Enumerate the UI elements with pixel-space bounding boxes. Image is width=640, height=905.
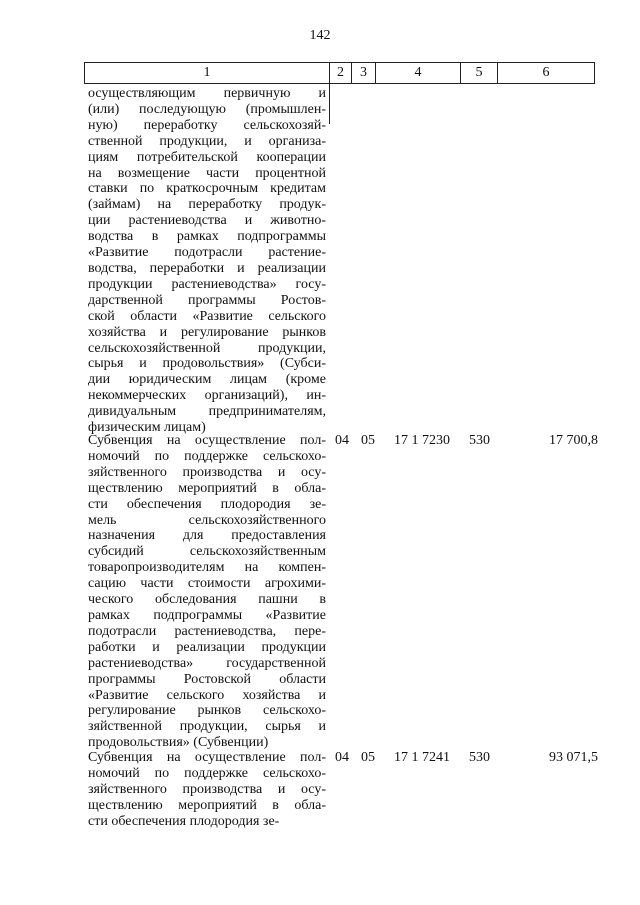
row-description <box>88 86 326 436</box>
table-header <box>84 62 595 84</box>
table-row <box>88 750 598 830</box>
description-line: дарственной программы Ростов- <box>88 292 326 308</box>
description-line: продукции растениеводства» госу- <box>88 276 326 292</box>
amount-value: 93 071,5 <box>549 750 598 765</box>
description-line: дивидуальным предпринимателям, <box>88 404 326 420</box>
description-line: номочий по поддержке сельскохо- <box>88 448 326 464</box>
header-cell-4: 4 <box>376 63 461 83</box>
target-article-code: 17 1 7230 <box>394 433 450 448</box>
page-number: 142 <box>309 28 331 43</box>
table-row <box>88 86 598 436</box>
table-row <box>88 433 598 751</box>
description-line: дии юридическим лицам (кроме <box>88 372 326 388</box>
section-code: 04 <box>335 750 349 765</box>
description-line: хозяйства и регулирование рынков <box>88 324 326 340</box>
description-line: (займам) на переработку продук- <box>88 197 326 213</box>
section-code: 04 <box>335 433 349 448</box>
description-line: назначения для предоставления <box>88 528 326 544</box>
description-line: осуществляющим первичную и <box>88 86 326 101</box>
description-line: сти обеспечения плодородия зе- <box>88 813 280 829</box>
description-line: «Развитие подотрасли растение- <box>88 245 326 261</box>
header-cell-1: 1 <box>85 63 330 83</box>
description-line: рамках подпрограммы «Развитие <box>88 607 326 623</box>
header-cell-3: 3 <box>352 63 376 83</box>
header-cell-2: 2 <box>330 63 352 83</box>
description-line: водства, переработки и реализации <box>88 260 326 276</box>
row-description <box>88 433 326 751</box>
description-line: регулирование рынков сельскохо- <box>88 703 326 719</box>
description-line: ческого обследования пашни в <box>88 592 326 608</box>
target-article-code: 17 1 7241 <box>394 750 450 765</box>
description-line: мель сельскохозяйственного <box>88 512 326 528</box>
description-line: циям потребительской кооперации <box>88 149 326 165</box>
header-cell-6: 6 <box>542 65 550 80</box>
description-line: (или) последующую (промышлен- <box>88 101 326 117</box>
expense-type-code: 530 <box>469 433 490 448</box>
description-line: Субвенция на осуществление пол- <box>88 433 326 448</box>
description-line: ществлению мероприятий в обла- <box>88 480 326 496</box>
row-description <box>88 750 326 830</box>
amount-value: 17 700,8 <box>549 433 598 448</box>
description-line: на возмещение части процентной <box>88 165 326 181</box>
description-line: продовольствия» (Субвенции) <box>88 735 269 751</box>
description-line: подотрасли растениеводства, пере- <box>88 623 326 639</box>
description-line: номочий по поддержке сельскохо- <box>88 765 326 781</box>
description-line: сельскохозяйственной продукции, <box>88 340 326 356</box>
description-line: зяйственного производства и осу- <box>88 464 326 480</box>
description-line: сацию части стоимости агрохими- <box>88 576 326 592</box>
description-line: некоммерческих организаций), ин- <box>88 388 326 404</box>
description-line: Субвенция на осуществление пол- <box>88 750 326 765</box>
description-line: ской области «Развитие сельского <box>88 308 326 324</box>
description-line: ществлению мероприятий в обла- <box>88 797 326 813</box>
description-line: сырья и продовольствия» (Субси- <box>88 356 326 372</box>
description-line: зяйственного производства и осу- <box>88 781 326 797</box>
subsection-code: 05 <box>361 433 375 448</box>
description-line: физическим лицам) <box>88 420 206 436</box>
description-line: ставки по краткосрочным кредитам <box>88 181 326 197</box>
description-line: растениеводства» государственной <box>88 655 326 671</box>
description-line: «Развитие сельского хозяйства и <box>88 687 326 703</box>
description-line: ную) переработку сельскохозяй- <box>88 117 326 133</box>
subsection-code: 05 <box>361 750 375 765</box>
description-line: ственной продукции, и организа- <box>88 133 326 149</box>
description-line: работки и реализации продукции <box>88 639 326 655</box>
description-line: водства в рамках подпрограммы <box>88 229 326 245</box>
description-line: субсидий сельскохозяйственным <box>88 544 326 560</box>
description-line: ции растениеводства и животно- <box>88 213 326 229</box>
description-line: программы Ростовской области <box>88 671 326 687</box>
header-cell-5: 5 <box>461 63 498 83</box>
description-line: товаропроизводителям на компен- <box>88 560 326 576</box>
description-line: сти обеспечения плодородия зе- <box>88 496 326 512</box>
description-line: зяйственной продукции, сырья и <box>88 719 326 735</box>
expense-type-code: 530 <box>469 750 490 765</box>
